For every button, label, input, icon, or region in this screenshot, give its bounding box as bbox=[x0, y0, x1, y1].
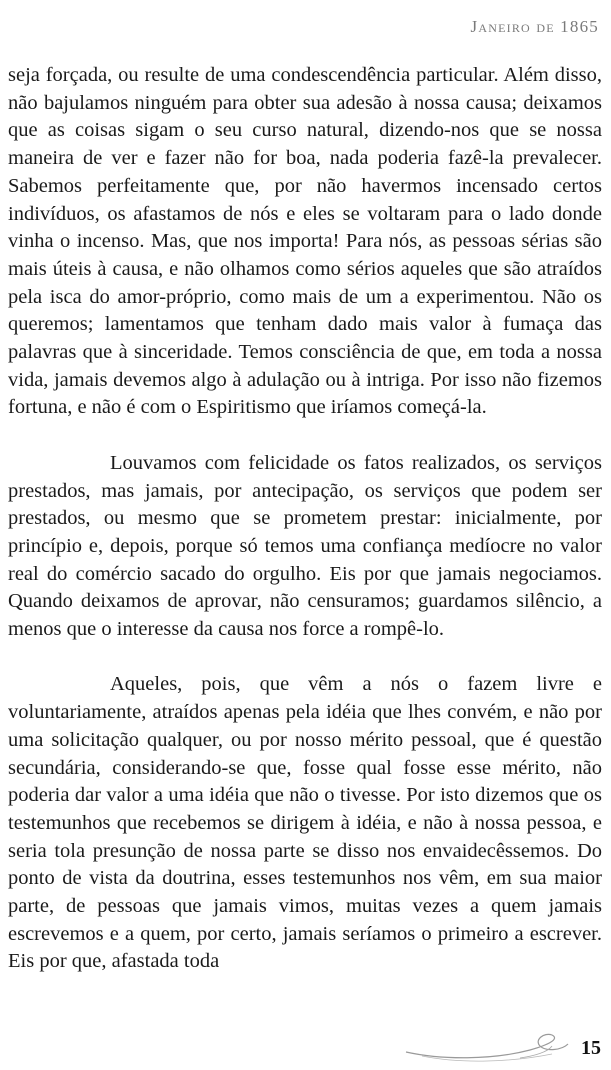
flourish-ornament-icon bbox=[402, 1030, 572, 1064]
page-number: 15 bbox=[581, 1037, 601, 1059]
running-header: Janeiro de 1865 bbox=[470, 17, 599, 36]
paragraph-3: Aqueles, pois, que vêm a nós o fazem livre e voluntariamente, atraídos apenas pela idéia que lhes convém, e não por uma solicitação qualquer, ou por nosso mérito pessoal, que é questão secundária, considerando-se que, fosse qual fosse esse mérito, não poderia dar valor a uma idéia que não o tivesse. Por isto dizemos que os testemunhos que recebemos se dirigem à idéia, e não à nossa pessoa, e seria tola presunção de nossa parte se disso nos envaidecêssemos. Do ponto de vista da doutrina, esses testemunhos nos vêm, em sua maior parte, de pessoas que jamais vimos, muitas vezes a quem jamais escrevemos e a quem, por certo, jamais seríamos o primeiro a escrever. Eis por que, afastada toda bbox=[8, 673, 602, 973]
paragraph-2: Louvamos com felicidade os fatos realizados, os serviços prestados, mas jamais, por antecipação, os serviços que podem ser prestados, ou mesmo que se prometem prestar: inicialmente, por princípio e, depois, porque só temos uma confiança medíocre no valor real do comércio sacado do orgulho. Eis por que jamais negociamos. Quando deixamos de aprovar, não censuramos; guardamos silêncio, a menos que o interesse da causa nos force a rompê-lo. bbox=[8, 451, 602, 641]
paragraph-1: seja forçada, ou resulte de uma condescendência particular. Além disso, não bajulamos ninguém para obter sua adesão à nossa causa; deixamos que as coisas sigam o seu curso natural, dizendo-nos que se nossa maneira de ver e fazer não for boa, nada poderia fazê-la prevalecer. Sabemos perfeitamente que, por não havermos incensado certos indivíduos, os afastamos de nós e eles se voltaram para o lado donde vinha o incenso. Mas, que nos importa! Para nós, as pessoas sérias são mais úteis à causa, e não olhamos como sérios aqueles que são atraídos pela isca do amor-próprio, como mais de um a experimentou. Não os queremos; lamentamos que tenham dado mais valor à fumaça das palavras que à sinceridade. Temos consciência de que, em toda a nossa vida, jamais devemos algo à adulação ou à intriga. Por isso não fizemos fortuna, e não é com o Espiritismo que iríamos começá-la. bbox=[8, 64, 602, 419]
text-body bbox=[8, 62, 602, 976]
